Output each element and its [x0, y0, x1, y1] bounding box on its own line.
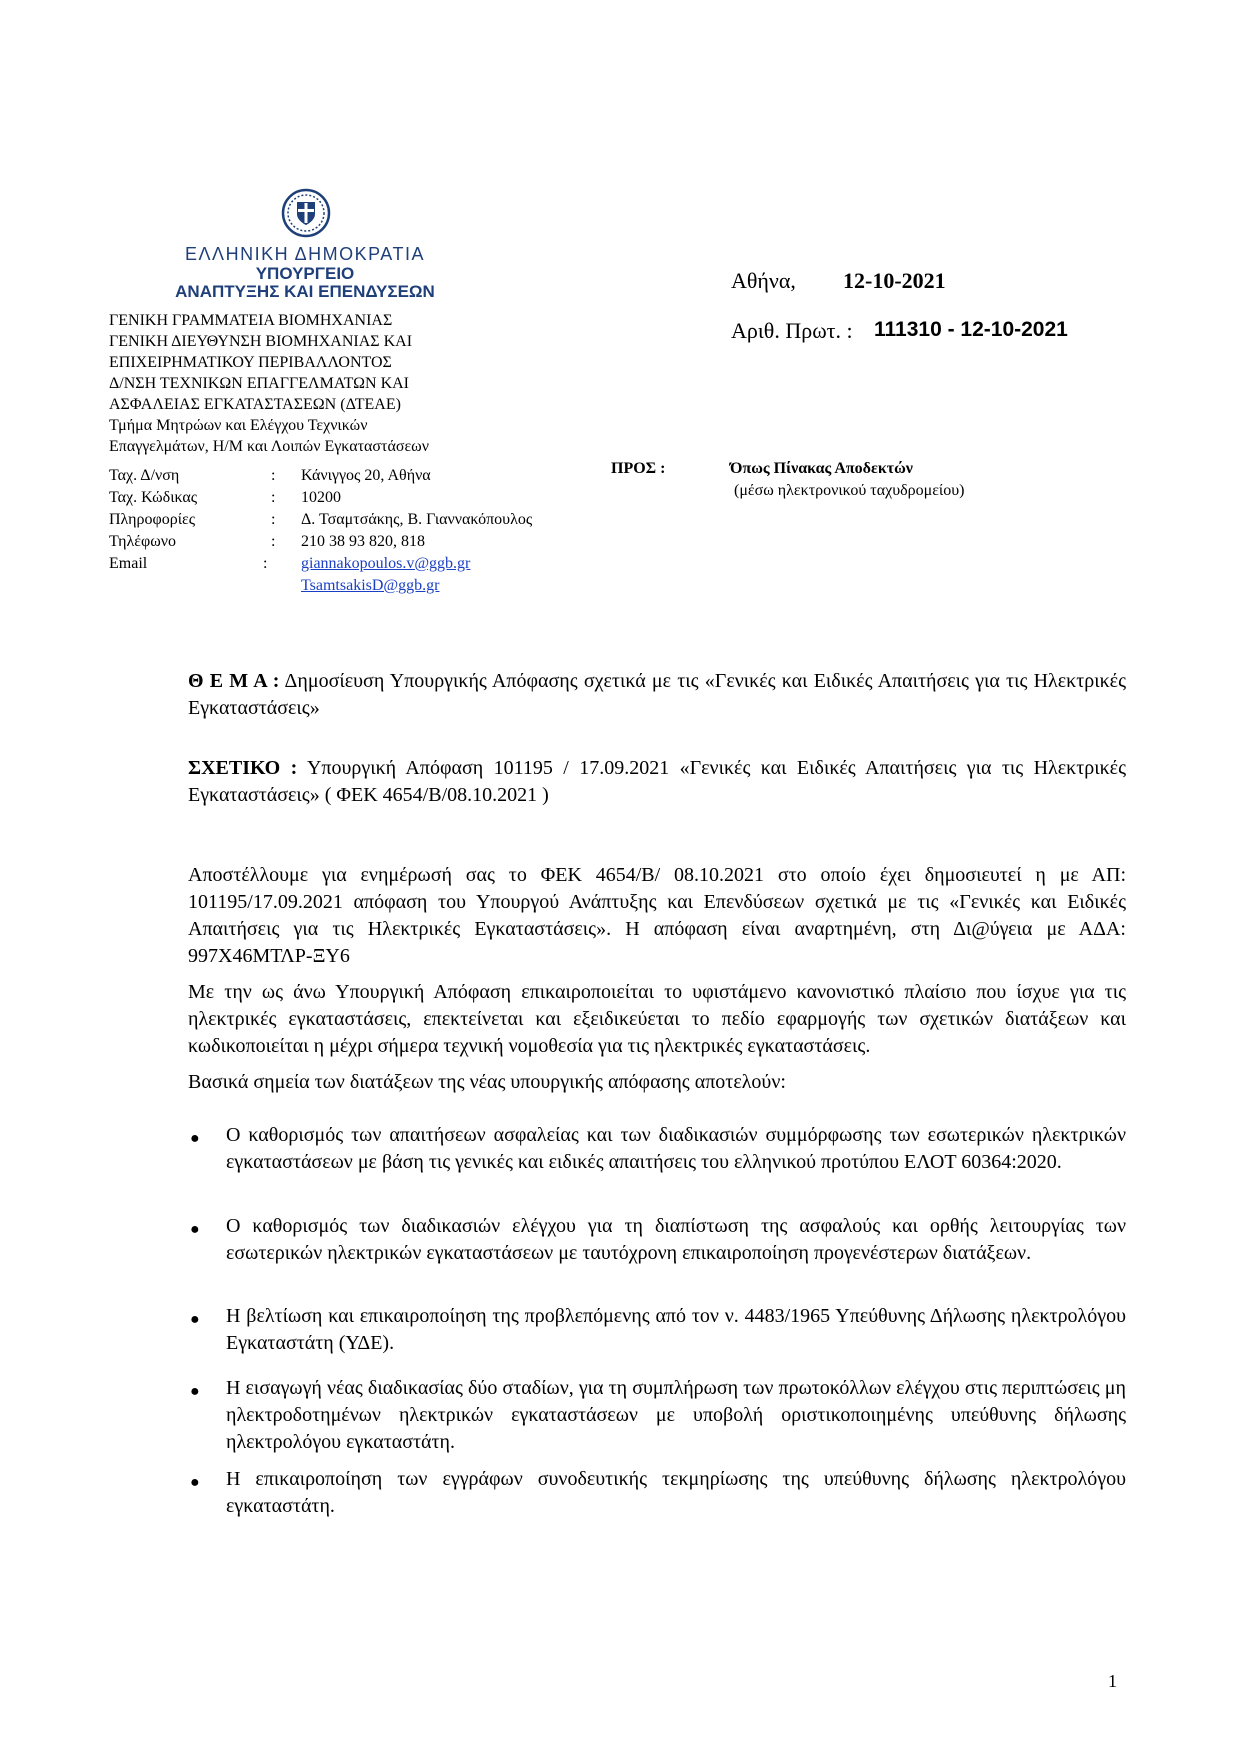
body-paragraph: Αποστέλλουμε για ενημέρωσή σας το ΦΕΚ 4654/Β/ 08.10.2021 στο οποίο έχει δημοσιευτεί η με ΑΠ: 101195/17.09.2021 απόφαση του Υπουργού Ανάπτυξης και Επενδύσεων σχετικά με τις «Γενικές και Ειδικές Απαιτήσεις για τις Ηλεκτρικές Εγκαταστάσεις». Η απόφαση είναι αναρτημένη, στη Δι@ύγεια με ΑΔΑ: 997Χ46ΜΤΛΡ-ΞΥ6 — [188, 864, 1126, 967]
colon: : — [271, 467, 276, 484]
bullet-icon: ● — [190, 1130, 200, 1147]
dept-line: Επαγγελμάτων, Η/Μ και Λοιπών Εγκαταστάσεων — [109, 438, 429, 455]
bullet-icon: ● — [190, 1474, 200, 1491]
dept-line: ΕΠΙΧΕΙΡΗΜΑΤΙΚΟΥ ΠΕΡΙΒΑΛΛΟΝΤΟΣ — [109, 354, 392, 371]
place: Αθήνα, — [731, 268, 796, 293]
contact-value: Δ. Τσαμτσάκης, Β. Γιαννακόπουλος — [301, 511, 533, 528]
list-item: Η εισαγωγή νέας διαδικασίας δύο σταδίων, για τη συμπλήρωση των πρωτοκόλλων ελέγχου στις περιπτώσεις μη ηλεκτροδοτημένων ηλεκτρικών εγκαταστάσεων με υποβολή οριστικοποιημένης υπεύθυνης δήλωσης ηλεκτρολόγου εγκαταστάτη. — [226, 1377, 1126, 1453]
contact-label: Ταχ. Δ/νση — [109, 467, 180, 484]
bullet-icon: ● — [190, 1311, 200, 1328]
page-number: 1 — [1108, 1671, 1117, 1691]
colon: : — [271, 511, 276, 528]
related — [188, 755, 1126, 809]
dept-line: ΓΕΝΙΚΗ ΔΙΕΥΘΥΝΣΗ ΒΙΟΜΗΧΑΝΙΑΣ ΚΑΙ — [109, 333, 413, 350]
contact-label: Ταχ. Κώδικας — [109, 489, 198, 506]
protocol-label: Αριθ. Πρωτ. : — [731, 318, 853, 343]
bullet-icon: ● — [190, 1383, 200, 1400]
recipients: Όπως Πίνακας Αποδεκτών — [730, 460, 913, 477]
contact-label: Τηλέφωνο — [109, 533, 177, 550]
dept-line: ΑΣΦΑΛΕΙΑΣ ΕΓΚΑΤΑΣΤΑΣΕΩΝ (ΔΤΕΑΕ) — [109, 396, 401, 413]
contact-value: 210 38 93 820, 818 — [301, 533, 425, 550]
protocol-number: 111310 - 12-10-2021 — [874, 318, 1068, 341]
bullet-icon: ● — [190, 1221, 200, 1238]
subject-label: Θ Ε Μ Α : — [188, 670, 280, 692]
ministry-title: ΑΝΑΠΤΥΞΗΣ ΚΑΙ ΕΠΕΝΔΥΣΕΩΝ — [175, 282, 435, 301]
colon: : — [263, 555, 268, 572]
list-item: Ο καθορισμός των διαδικασιών ελέγχου για τη διαπίστωση της ασφαλούς και ορθής λειτουργίας των εσωτερικών ηλεκτρικών εγκαταστάσεων με ταυτόχρονη επικαιροποίηση προγενέστερων διατάξεων. — [226, 1215, 1126, 1264]
list-item: Ο καθορισμός των απαιτήσεων ασφαλείας και των διαδικασιών συμμόρφωσης των εσωτερικών ηλεκτρικών εγκαταστάσεων με βάση τις γενικές και ειδικές απαιτήσεις του ελληνικού προτύπου ΕΛΟΤ 60364:2020. — [226, 1124, 1126, 1173]
dept-line: Δ/ΝΣΗ ΤΕΧΝΙΚΩΝ ΕΠΑΓΓΕΛΜΑΤΩΝ ΚΑΙ — [109, 375, 409, 392]
related-label: ΣΧΕΤΙΚΟ : — [188, 757, 298, 779]
email-link[interactable]: giannakopoulos.v@ggb.gr — [301, 555, 471, 572]
body-paragraph: Με την ως άνω Υπουργική Απόφαση επικαιροποιείται το υφιστάμενο κανονιστικό πλαίσιο που ίσχυε για τις ηλεκτρικές εγκαταστάσεις, επεκτείνεται και εξειδικεύεται το πεδίο εφαρμογής των σχετικών διατάξεων και κωδικοποιείται η μέχρι σήμερα τεχνική νομοθεσία για τις ηλεκτρικές εγκαταστάσεις. — [188, 981, 1126, 1057]
ministry-name: ΥΠΟΥΡΓΕΙΟ — [255, 264, 355, 283]
list-item: Η βελτίωση και επικαιροποίηση της προβλεπόμενης από τον ν. 4483/1965 Υπεύθυνης Δήλωσης ηλεκτρολόγου Εγκαταστάτη (ΥΔΕ). — [226, 1305, 1126, 1354]
colon: : — [271, 489, 276, 506]
greek-coat-of-arms-icon — [281, 188, 331, 238]
document-date: 12-10-2021 — [843, 268, 946, 293]
contact-value: Κάνιγγος 20, Αθήνα — [301, 467, 431, 484]
department-block — [109, 310, 589, 457]
dept-line: Τμήμα Μητρώων και Ελέγχου Τεχνικών — [109, 417, 368, 434]
body-paragraph: Βασικά σημεία των διατάξεων της νέας υπουργικής απόφασης αποτελούν: — [188, 1071, 786, 1093]
contact-label: Email — [109, 555, 148, 572]
country-name: ΕΛΛΗΝΙΚΗ ΔΗΜΟΚΡΑΤΙΑ — [185, 244, 425, 264]
subject — [188, 668, 1126, 722]
contact-value: 10200 — [301, 489, 341, 506]
related-text: Υπουργική Απόφαση 101195 / 17.09.2021 «Γενικές και Ειδικές Απαιτήσεις για τις Ηλεκτρικές Εγκαταστάσεις» ( ΦΕΚ 4654/Β/08.10.2021 ) — [188, 757, 1126, 806]
to-label: ΠΡΟΣ : — [611, 460, 666, 477]
contact-label: Πληροφορίες — [109, 511, 196, 528]
email-link[interactable]: TsamtsakisD@ggb.gr — [301, 577, 440, 594]
recipients-note: (μέσω ηλεκτρονικού ταχυδρομείου) — [734, 482, 965, 499]
list-item: Η επικαιροποίηση των εγγράφων συνοδευτικής τεκμηρίωσης της υπεύθυνης δήλωσης ηλεκτρολόγου εγκαταστάτη. — [226, 1468, 1126, 1517]
subject-text: Δημοσίευση Υπουργικής Απόφασης σχετικά με τις «Γενικές και Ειδικές Απαιτήσεις για τις Ηλεκτρικές Εγκαταστάσεις» — [188, 670, 1126, 719]
dept-line: ΓΕΝΙΚΗ ΓΡΑΜΜΑΤΕΙΑ ΒΙΟΜΗΧΑΝΙΑΣ — [109, 312, 393, 329]
colon: : — [271, 533, 276, 550]
